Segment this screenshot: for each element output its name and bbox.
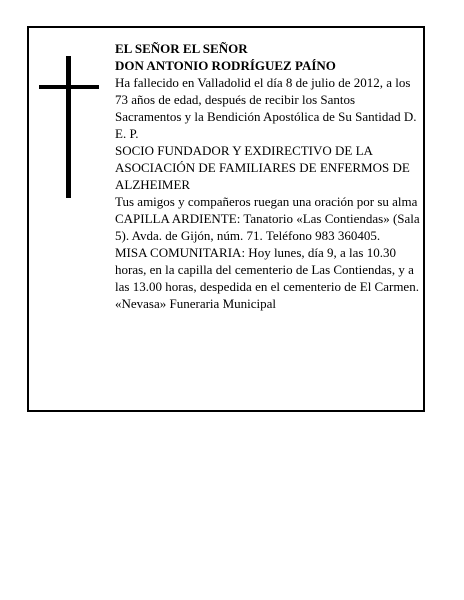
deceased-name: DON ANTONIO RODRÍGUEZ PAÍNO: [115, 58, 336, 73]
prayer-request: Tus amigos y compañeros ruegan una oración por su alma: [115, 194, 418, 209]
obituary-notice: [27, 26, 425, 412]
notice-text: [115, 40, 420, 312]
cross-icon: [39, 56, 99, 198]
cross-horizontal-bar: [39, 85, 99, 89]
chapel-info: CAPILLA ARDIENTE: Tanatorio «Las Contiendas» (Sala 5). Avda. de Gijón, núm. 71. Teléfono 983 360405.: [115, 211, 420, 243]
mass-info: MISA COMUNITARIA: Hoy lunes, día 9, a las 10.30 horas, en la capilla del cementerio de Las Contiendas, y a las 13.00 horas, despedida en el cementerio de El Carmen.: [115, 245, 419, 294]
death-announcement: Ha fallecido en Valladolid el día 8 de julio de 2012, a los 73 años de edad, después de recibir los Santos Sacramentos y la Bendición Apostólica de Su Santidad D. E. P.: [115, 75, 417, 141]
notice-title-line1: EL SEÑOR EL SEÑOR: [115, 41, 248, 56]
funeral-home: «Nevasa» Funeraria Municipal: [115, 296, 277, 311]
role-description: SOCIO FUNDADOR Y EXDIRECTIVO DE LA ASOCIACIÓN DE FAMILIARES DE ENFERMOS DE ALZHEIMER: [115, 143, 410, 192]
cross-vertical-bar: [66, 56, 71, 198]
